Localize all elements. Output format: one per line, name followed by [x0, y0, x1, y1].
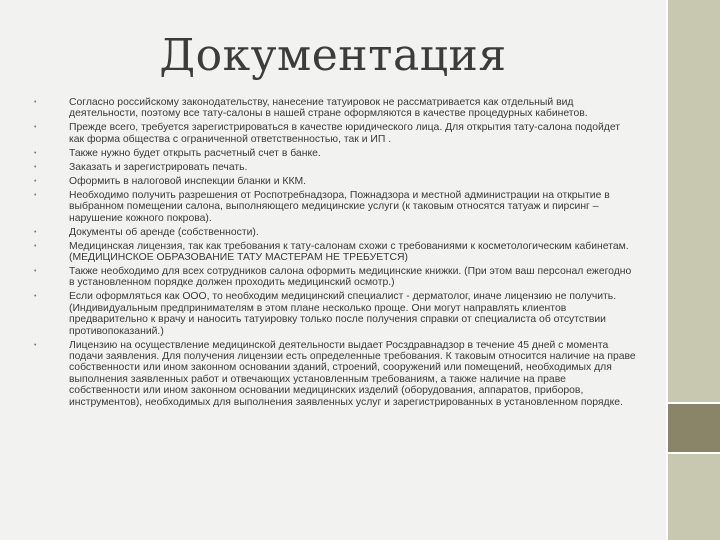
list-item	[36, 291, 636, 337]
bullet-icon: •	[34, 177, 37, 185]
slide-title: Документация	[159, 30, 507, 81]
list-item-text: Документы об аренде (собственности).	[69, 226, 259, 238]
list-item-text: Медицинская лицензия, так как требования к тату-салонам схожи с требованиями к косметологическим кабинетам.(МЕДИЦИНСКОЕ ОБРАЗОВАНИЕ ТАТУ МАСТЕРАМ НЕ ТРЕБУЕТСЯ)	[69, 240, 629, 264]
list-item-text: Прежде всего, требуется зарегистрироваться в качестве юридического лица. Для открытия тату-салона подойдет как форма общества с ограниченной ответственностью, так и ИП .	[69, 122, 621, 145]
list-item	[36, 97, 636, 120]
bullet-icon: •	[34, 191, 37, 199]
list-item-text: Заказать и зарегистрировать печать.	[69, 161, 248, 173]
decorative-side-rail	[666, 0, 720, 540]
list-item-text: Необходимо получить разрешения от Роспотребнадзора, Пожнадзора и местной администрации на открытие в выбранном помещении салона, выполняющего медицинские услуги (к таковым относятся татуаж и пирсинг – нарушение кожного покрова).	[69, 189, 610, 224]
rail-segment-bottom	[666, 454, 720, 540]
list-item-text: Оформить в налоговой инспекции бланки и ККМ.	[69, 175, 307, 187]
list-item-text: Также нужно будет открыть расчетный счет в банке.	[69, 147, 321, 159]
bullet-icon: •	[34, 228, 37, 236]
list-item	[36, 176, 636, 187]
list-item	[36, 122, 636, 145]
list-item	[36, 162, 636, 173]
bullet-icon: •	[34, 268, 37, 276]
list-item	[36, 148, 636, 159]
rail-segment-top	[666, 0, 720, 402]
bullet-icon: •	[34, 99, 37, 106]
bullet-icon: •	[34, 163, 37, 171]
bullet-icon: •	[34, 341, 37, 349]
list-item-text: Лицензию на осуществление медицинской деятельности выдает Росздравнадзор в течение 45 дней с момента подачи заявления. Для получения лицензии есть определенные требования. К таковым относится наличие на праве собственности или ином законном основании зданий, строений, сооружений или помещений, необходимых для выполнения заявленных работ и отвечающих установленным требованиям, а также наличие на праве собственности или ином законном основании медицинских изделий (оборудования, аппаратов, приборов, инструментов), необходимых для выполнения заявленных услуг и зарегистрированных в установленном порядке.	[69, 339, 636, 408]
list-item-text: Также необходимо для всех сотрудников салона оформить медицинские книжки. (При этом ваш персонал ежегодно в установленном порядке должен проходить медицинский осмотр.)	[69, 266, 632, 289]
list-item	[36, 266, 636, 289]
bullet-icon: •	[34, 242, 37, 250]
list-item	[36, 241, 636, 264]
list-item	[36, 190, 636, 224]
bullet-icon: •	[34, 149, 37, 157]
list-item-text: Если оформляться как ООО, то необходим медицинский специалист - дерматолог, иначе лицензию не получить. (Индивидуальным предпринимателям в этом плане несколько проще. Они могут направлять клиентов предварительно к врачу и наносить татуировку только после получения справки от специалиста об отсутствии противопоказаний.)	[69, 291, 617, 337]
list-item	[36, 227, 636, 238]
bullet-icon: •	[34, 293, 37, 301]
rail-segment-accent	[666, 404, 720, 452]
bullet-list	[36, 97, 636, 411]
rail-divider	[666, 0, 668, 540]
list-item-text: Согласно российскому законодательству, нанесение татуировок не рассматривается как отдельный вид деятельности, поэтому все тату-салоны в нашей стране оформляются в качестве процедурных кабинетов.	[69, 97, 588, 120]
list-item	[36, 340, 636, 408]
bullet-icon: •	[34, 124, 37, 132]
